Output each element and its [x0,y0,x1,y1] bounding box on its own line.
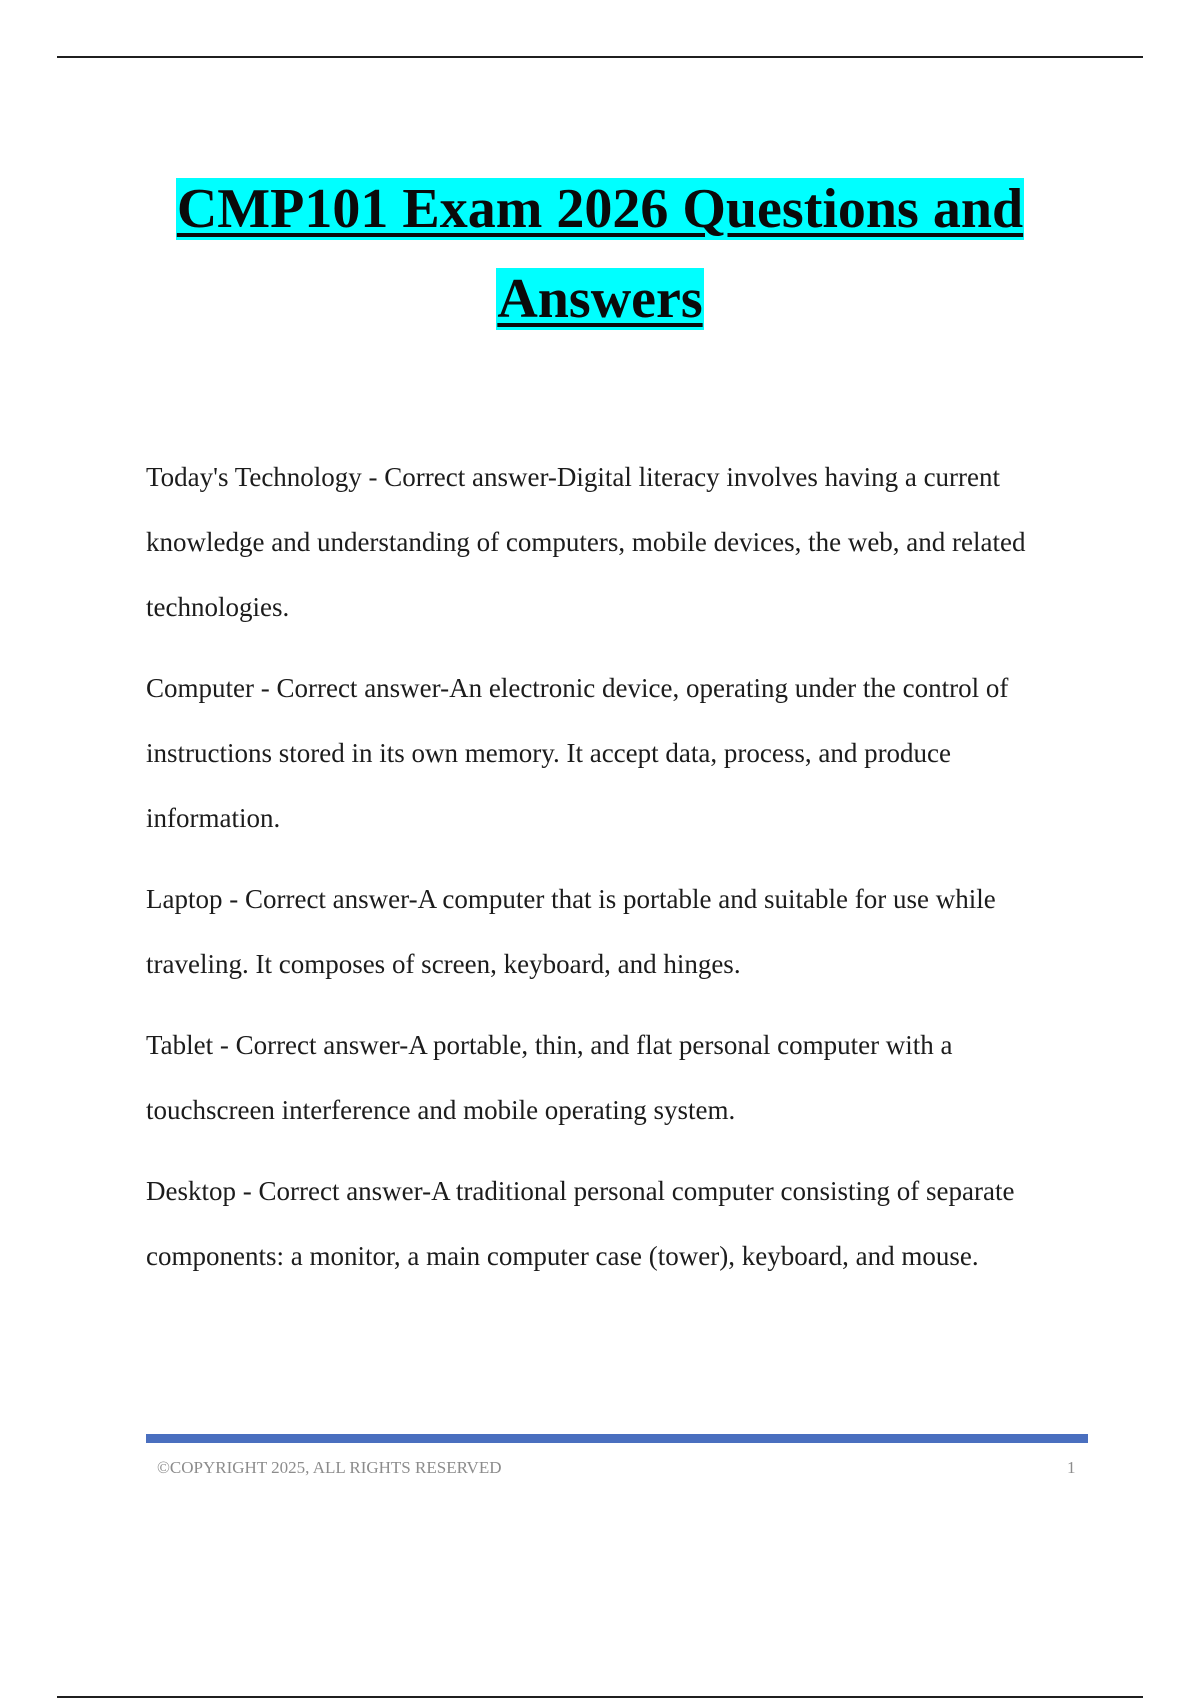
qa-entry-laptop: Laptop - Correct answer-A computer that is portable and suitable for use while traveling. It composes of screen, keyboard, and hinges. [146,884,996,979]
title-line-2: Answers [497,268,703,330]
qa-entry-computer: Computer - Correct answer-An electronic device, operating under the control of instructions stored in its own memory. It accept data, process, and produce information. [146,673,1009,833]
top-rule [57,56,1143,58]
qa-entry-tablet: Tablet - Correct answer-A portable, thin, and flat personal computer with a touchscreen interference and mobile operating system. [146,1030,953,1125]
qa-entry-desktop: Desktop - Correct answer-A traditional personal computer consisting of separate components: a monitor, a main computer case (tower), keyboard, and mouse. [146,1176,1015,1271]
bottom-rule [57,1696,1143,1698]
footer-copyright: ©COPYRIGHT 2025, ALL RIGHTS RESERVED [157,1458,502,1477]
qa-entry-todays-technology: Today's Technology - Correct answer-Digital literacy involves having a current knowledge and understanding of computers, mobile devices, the web, and related technologies. [146,462,1026,622]
title-line-1: CMP101 Exam 2026 Questions and [176,178,1024,240]
page-number: 1 [1067,1458,1076,1477]
qa-list [146,445,1086,1305]
document-title [0,178,1200,330]
footer-bar [146,1434,1088,1443]
